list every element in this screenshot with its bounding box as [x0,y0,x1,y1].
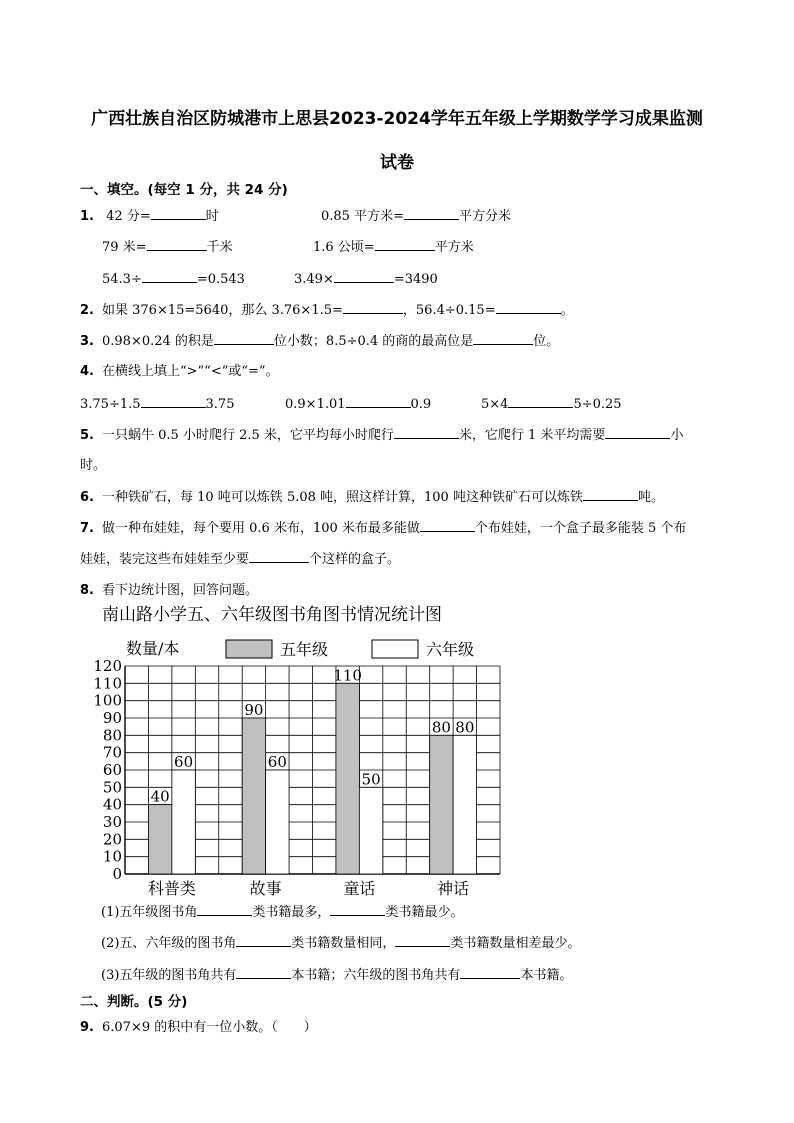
bar-value-label: 80 [431,718,451,737]
question-text: 如果 376×15=5640，那么 3.76×1.5= [102,303,343,318]
y-tick-label: 60 [102,761,122,779]
answer-blank[interactable] [142,270,197,283]
answer-blank[interactable] [346,395,411,408]
exam-title: 广西壮族自治区防城港市上思县2023-2024学年五年级上学期数学学习成果监测 [91,109,703,129]
bar-value-label: 90 [244,701,264,719]
question-text: 3.75 [205,397,235,412]
question-1-row-2b [313,238,474,257]
bar [242,718,265,874]
question-text: 0.98×0.24 的积是 [102,334,214,349]
answer-blank[interactable] [404,207,459,220]
question-text: =3490 [393,272,438,287]
question-5 [80,426,683,445]
question-7-continued [80,550,400,569]
question-text: 5×4 [481,397,509,412]
question-1-row-1b [321,207,511,226]
answer-blank[interactable] [249,550,309,563]
question-text: 位小数；8.5÷0.4 的商的最高位是 [273,334,474,349]
exam-title-continued: 试卷 [380,153,414,173]
question-text: 娃娃，装完这些布娃娃至少要 [80,552,250,567]
answer-blank[interactable] [343,301,403,314]
bar-chart [90,600,510,900]
question-number: 1. [80,209,94,224]
question-text: 米，它爬行 1 米平均需要 [458,428,606,443]
y-tick-labels [93,657,122,883]
bar-value-label: 60 [174,753,194,771]
question-4-compare-1 [80,395,234,414]
question-text: 3.49× [294,272,334,287]
question-number: 9. [80,1020,94,1035]
bar-value-label: 110 [333,666,362,685]
question-text: 千米 [206,240,233,255]
y-tick-label: 70 [102,743,122,762]
question-text: 类书籍最多， [252,905,331,920]
answer-blank[interactable] [508,395,573,408]
y-tick-label: 30 [102,813,122,831]
question-number: 4. [80,364,94,379]
y-tick-label: 0 [112,865,122,883]
y-tick-label: 40 [102,795,122,814]
bar-value-label: 50 [361,770,381,789]
bar [430,735,453,874]
x-tick-labels [148,879,469,898]
question-text: (3)五年级的图书角共有 [101,968,237,983]
answer-blank[interactable] [334,270,394,283]
question-2 [80,301,574,320]
answer-blank[interactable] [420,519,475,532]
question-text: 一种铁矿石，每 10 吨可以炼铁 5.08 吨，照这样计算，100 吨这种铁矿石可以炼铁 [102,490,583,505]
y-tick-label: 20 [102,830,122,849]
section-heading-judge: 二、判断。(5 分) [80,994,188,1010]
question-text: 吨。 [637,490,664,505]
question-text: 平方分米 [458,209,511,224]
question-text: 6.07×9 的积中有一位小数。（ ） [102,1020,317,1035]
question-text: (2)五、六年级的图书角 [101,936,237,951]
question-text: 看下边统计图，回答问题。 [102,583,259,598]
question-7 [80,519,686,538]
question-text: 0.9 [410,397,432,412]
question-text: 本书籍。 [520,968,573,983]
question-text: 0.9×1.01 [285,397,346,412]
legend-swatch [226,640,272,658]
bar [172,770,195,874]
chart-title: 南山路小学五、六年级图书角图书情况统计图 [102,605,442,625]
question-6 [80,488,664,507]
question-1-row-3 [102,270,245,289]
question-8 [80,582,258,600]
question-number: 6. [80,490,94,505]
question-8-sub-2 [101,934,580,953]
question-text: 位。 [533,334,560,349]
question-4 [80,363,279,381]
question-text: 类书籍数量相同， [291,936,396,951]
y-tick-label: 80 [102,726,122,745]
bar-value-label: 60 [267,753,287,771]
answer-blank[interactable] [151,207,206,220]
question-text: 一只蜗牛 0.5 小时爬行 2.5 米，它平均每小时爬行 [102,428,394,443]
section-heading-fill: 一、填空。(每空 1 分，共 24 分) [80,182,288,198]
bar-value-label: 80 [455,718,475,737]
question-text: 类书籍数量相差最少。 [450,936,581,951]
bar [148,805,171,874]
question-8-sub-1 [101,903,463,922]
bar [266,770,289,874]
question-text: 54.3÷ [102,272,142,287]
y-tick-label: 10 [102,847,122,866]
question-4-compare-2 [285,395,431,414]
question-text: 个布娃娃，一个盒子最多能装 5 个布 [474,521,687,536]
question-text: ，56.4÷0.15= [402,303,496,318]
y-tick-label: 110 [93,674,122,693]
question-9 [80,1019,317,1037]
question-text: (1)五年级图书角 [101,905,198,920]
question-text: =0.543 [196,272,245,287]
answer-blank[interactable] [236,934,291,947]
question-number: 8. [80,583,94,598]
x-tick-label: 神话 [437,879,470,898]
answer-blank[interactable] [330,903,385,916]
answer-blank[interactable] [583,488,638,501]
question-number: 3. [80,334,94,349]
answer-blank[interactable] [236,966,291,979]
question-4-compare-3 [481,395,622,414]
answer-blank[interactable] [605,426,670,439]
x-tick-label: 故事 [249,879,282,898]
question-text: 3.75÷1.5 [80,397,141,412]
question-text: 个这样的盒子。 [309,552,401,567]
answer-blank[interactable] [214,332,274,345]
question-5-continued: 时。 [80,458,107,473]
question-text: 5÷0.25 [573,397,622,412]
x-tick-label: 科普类 [147,879,196,898]
chart-legend [226,640,474,659]
question-1-row-2 [102,238,233,257]
answer-blank[interactable] [395,934,450,947]
question-3 [80,332,559,351]
legend-swatch [372,640,418,658]
y-tick-label: 90 [102,709,122,727]
question-1-row-3b [294,270,438,289]
answer-blank[interactable] [460,966,520,979]
question-text: 类书籍最少。 [385,905,464,920]
answer-blank[interactable] [197,903,252,916]
bar-value-label: 40 [150,787,170,806]
legend-label: 五年级 [280,640,329,659]
question-number: 7. [80,521,94,536]
question-text: 平方米 [434,240,474,255]
question-1-row-1 [80,207,219,226]
y-tick-label: 120 [93,657,122,675]
bar [336,683,359,874]
question-text: 做一种布娃娃，每个要用 0.6 米布，100 米布最多能做 [102,521,420,536]
answer-blank[interactable] [147,238,207,251]
y-axis-label: 数量/本 [126,639,180,658]
question-number: 5. [80,428,94,443]
legend-label: 六年级 [426,640,475,659]
question-8-sub-3 [101,966,572,985]
bar [453,735,476,874]
question-text: 小 [670,428,684,443]
question-text: 本书籍；六年级的图书角共有 [291,968,461,983]
answer-blank[interactable] [141,395,206,408]
question-text: 时 [205,209,219,224]
question-text: 79 米= [102,240,147,255]
y-tick-label: 100 [93,691,122,710]
bar [359,787,382,874]
y-tick-label: 50 [102,778,122,797]
question-text: 42 分= [106,209,151,224]
answer-blank[interactable] [375,238,435,251]
question-text: 在横线上填上“>”“<”或“=”。 [102,364,279,379]
question-number: 2. [80,303,94,318]
answer-blank[interactable] [496,301,561,314]
question-text: 。 [560,303,574,318]
answer-blank[interactable] [394,426,459,439]
x-tick-label: 童话 [343,879,376,898]
question-text: 0.85 平方米= [321,209,404,224]
question-text: 1.6 公顷= [313,240,375,255]
answer-blank[interactable] [473,332,533,345]
